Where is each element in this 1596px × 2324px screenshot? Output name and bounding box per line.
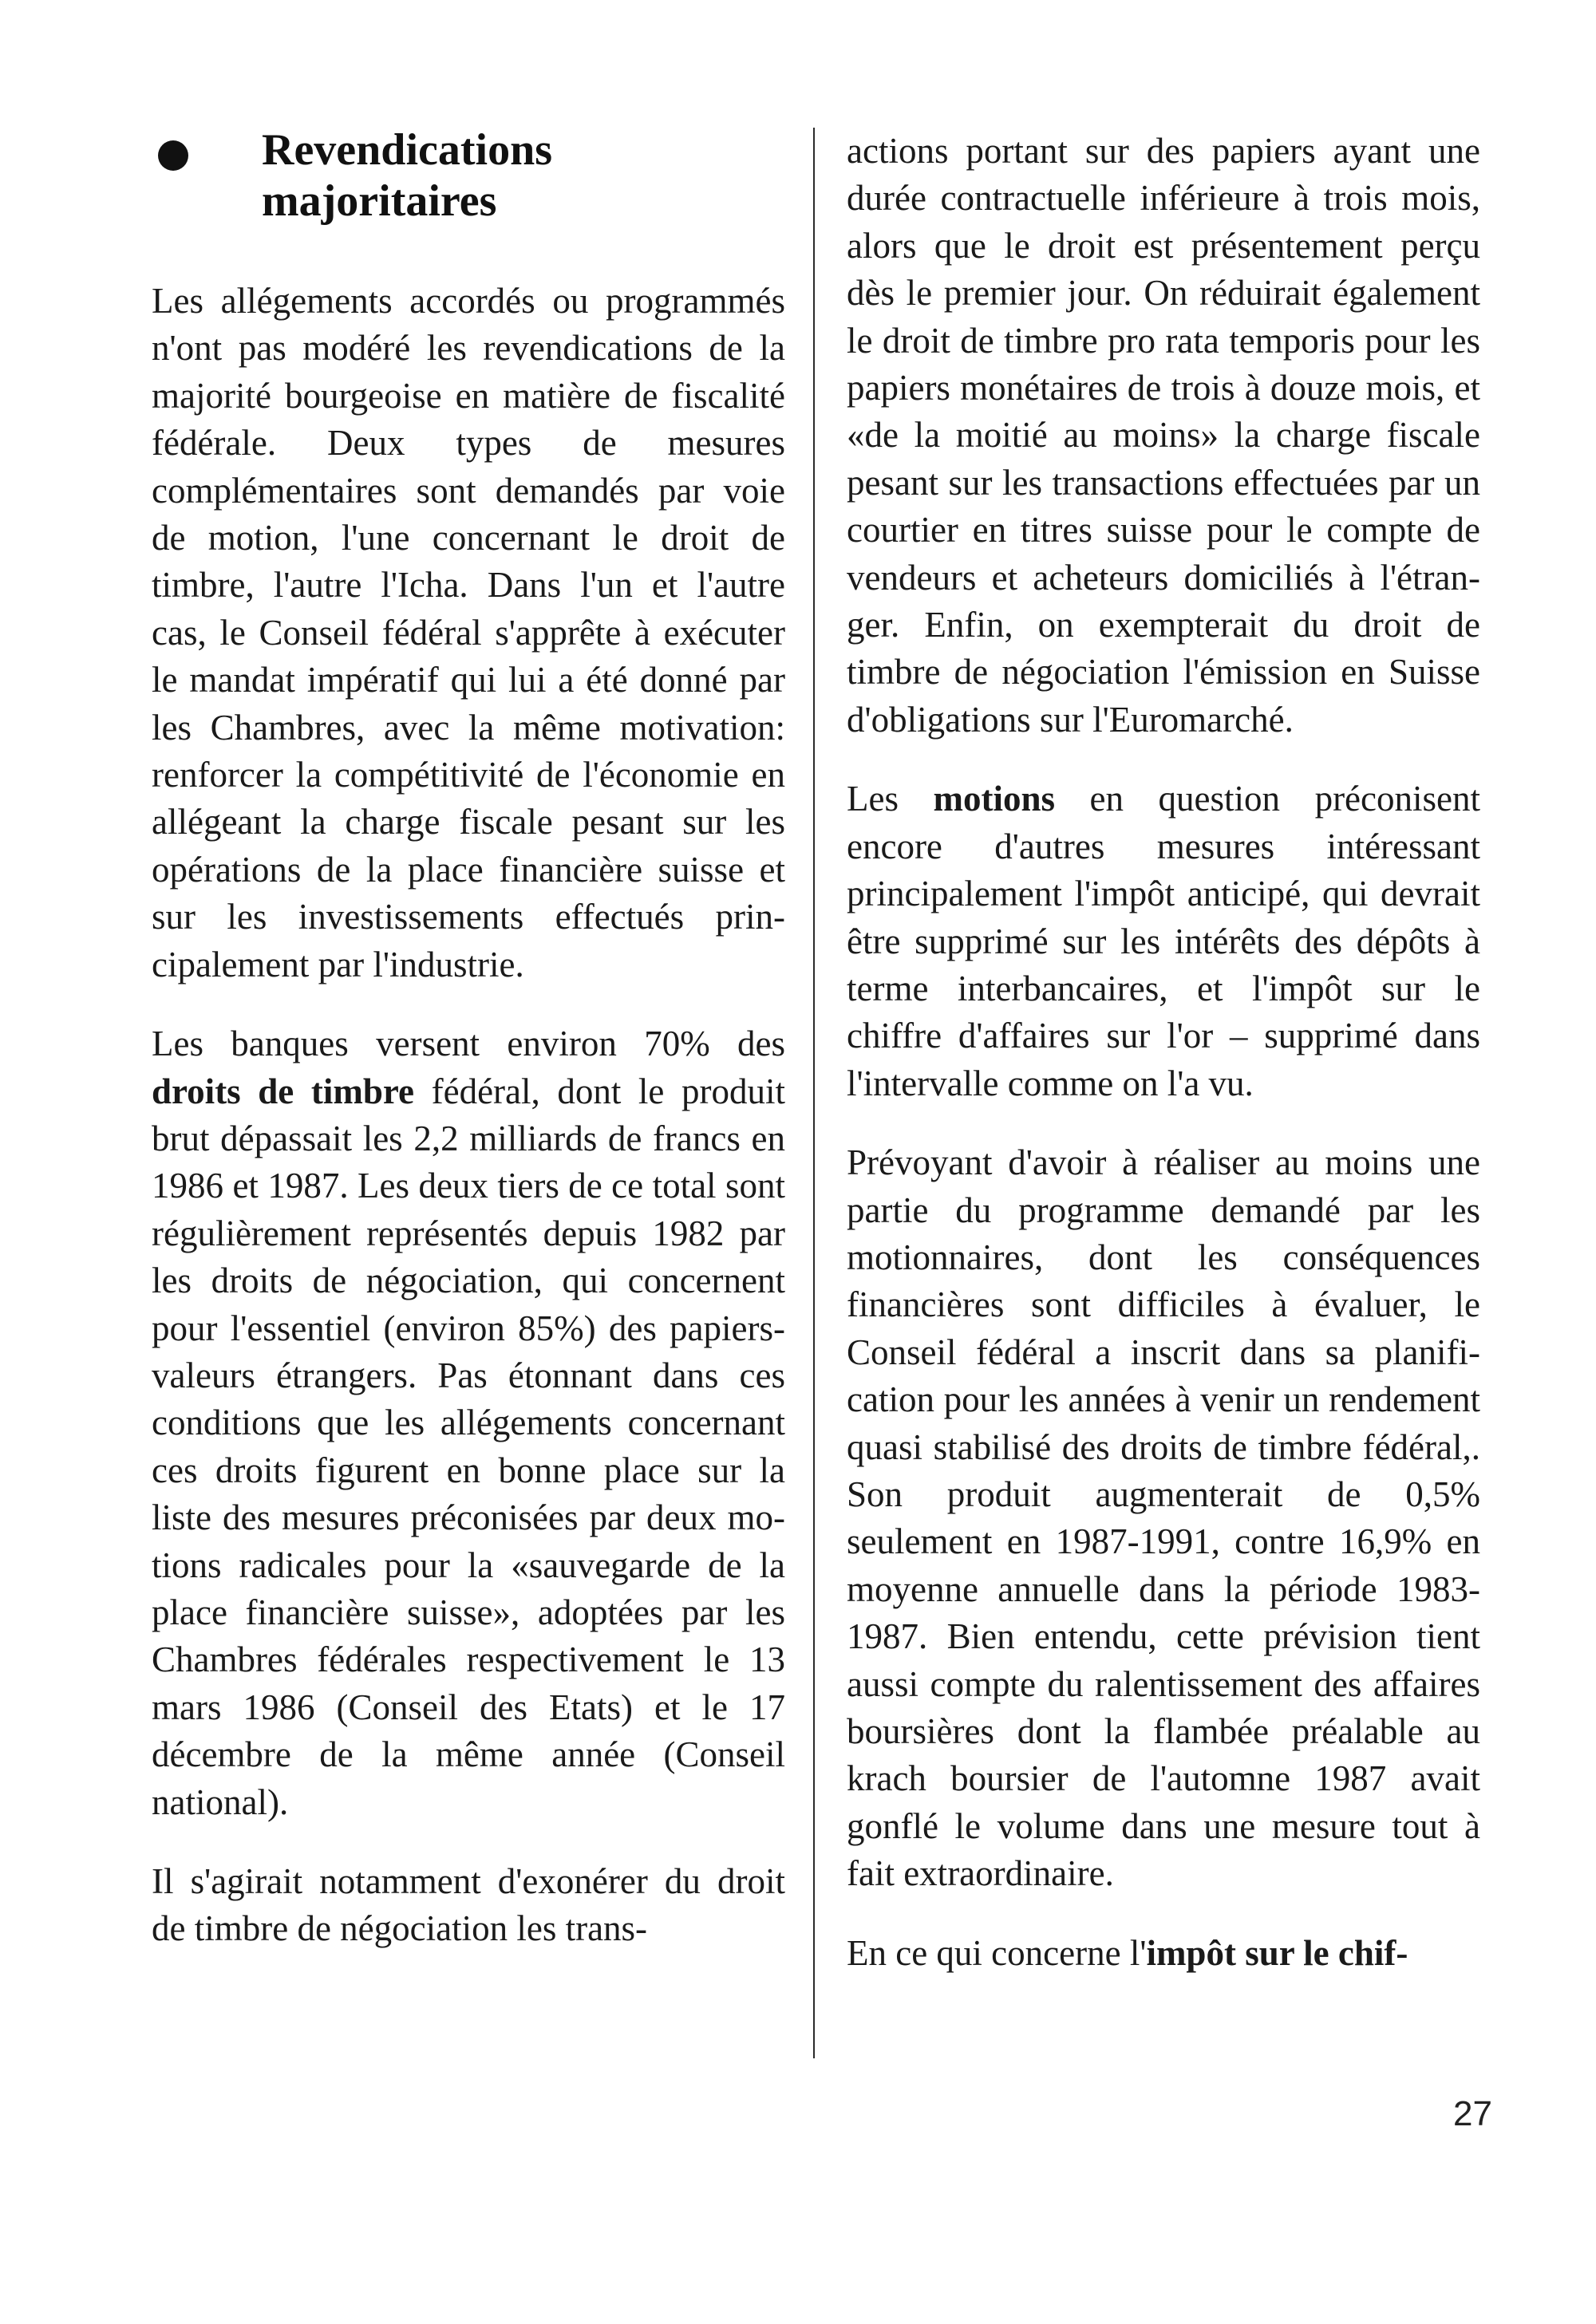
bullet-icon — [158, 140, 188, 171]
page-number: 27 — [1453, 2094, 1492, 2133]
paragraph-text: Les banques versent environ 70% des — [152, 1024, 785, 1064]
heading-line-1: Revendications — [262, 125, 552, 175]
paragraph-text: Les — [847, 779, 934, 819]
paragraph-exonerer: Il s'agirait notamment d'exonérer du droit de timbre de négociation les trans- — [152, 1861, 785, 1949]
paragraph-motions — [847, 775, 1480, 1107]
bold-term-motions: motions — [933, 779, 1056, 819]
paragraph-text: fédéral, dont le produit brut dépassait les 2,2 milliards de francs en 1986 et 1987. Les deux tiers de ce total sont régulièrement représentés depuis 1982 par les droits de négociation, qui concernent pour l'essentiel (environ 85%) des papiers-valeurs étrangers. Pas étonnant dans ces conditions que les allégements concernant ces droits figurent en bonne place sur la liste des mesures préconisées par deux motions radicales pour la «sauvegarde de la place financière suisse», adoptées par les Chambres fédérales respectivement le 13 mars 1986 (Conseil des Etats) et le 17 décembre de la même année (Conseil national). — [152, 1071, 785, 1822]
paragraph-text: en question préconisent encore d'autres mesures intéressant principalement l'impôt anticipé, qui devrait être supprimé sur les intérêts des dépôts à terme interbancaires, et l'impôt sur le chiffre d'affaires sur l'or – supprimé dans l'intervalle comme on l'a vu. — [847, 779, 1480, 1103]
paragraph-banques — [152, 1020, 785, 1826]
bold-term-impot-sur-le-chiffre: impôt sur le chif- — [1146, 1932, 1408, 1973]
paragraph-impot-chiffre — [847, 1930, 1480, 1977]
paragraph-prevoyant: Prévoyant d'avoir à réaliser au moins une partie du programme demandé par les motionnaires, dont les conséquences financières sont difficiles à évaluer, le Conseil fédéral a inscrit dans sa planification pour les années à venir un rendement quasi stabilisé des droits de timbre fédéral,. Son produit augmenterait de 0,5% seulement en 1987-1991, contre 16,9% en moyenne annuelle dans la période 1983-1987. Bien entendu, cette prévision tient aussi compte du ralentissement des affaires boursières dont la flambée préalable au krach boursier de l'automne 1987 avait gonflé le volume dans une mesure tout à fait extraordinaire. — [847, 1142, 1480, 1894]
section-heading-row — [152, 126, 785, 246]
bold-term-droits-de-timbre: droits de timbre — [152, 1071, 415, 1111]
heading-line-2: majoritaires — [262, 176, 497, 226]
paragraph-transactions: actions portant sur des papiers ayant une durée contractuelle inférieure à trois mois, alors que le droit est présentement perçu dès le premier jour. On réduirait également le droit de timbre pro rata temporis pour les papiers monétaires de trois à douze mois, et «de la moitié au moins» la charge fiscale pesant sur les transactions effectuées par un courtier en titres suisse pour le compte de vendeurs et acheteurs domiciliés à l'étranger. Enfin, on exempterait du droit de timbre de négociation l'émission en Suisse d'obligations sur l'Euromarché. — [847, 131, 1480, 740]
section-heading — [262, 124, 552, 227]
paragraph-allegements: Les allégements accordés ou programmés n'ont pas modéré les revendications de la majorité bourgeoise en matière de fiscalité fédérale. Deux types de mesures complémentaires sont demandés par voie de motion, l'une concernant le droit de timbre, l'autre l'Icha. Dans l'un et l'autre cas, le Conseil fédéral s'apprête à exécuter le mandat impératif qui lui a été donné par les Chambres, avec la même motivation: renforcer la compétitivité de l'économie en allégeant la charge fiscale pesant sur les opérations de la place financière suisse et sur les investissements effectués principalement par l'industrie. — [152, 281, 785, 984]
left-column — [152, 126, 785, 1953]
paragraph-text: En ce qui concerne l' — [847, 1932, 1147, 1973]
column-divider — [813, 128, 815, 2058]
right-column — [847, 128, 1480, 1977]
